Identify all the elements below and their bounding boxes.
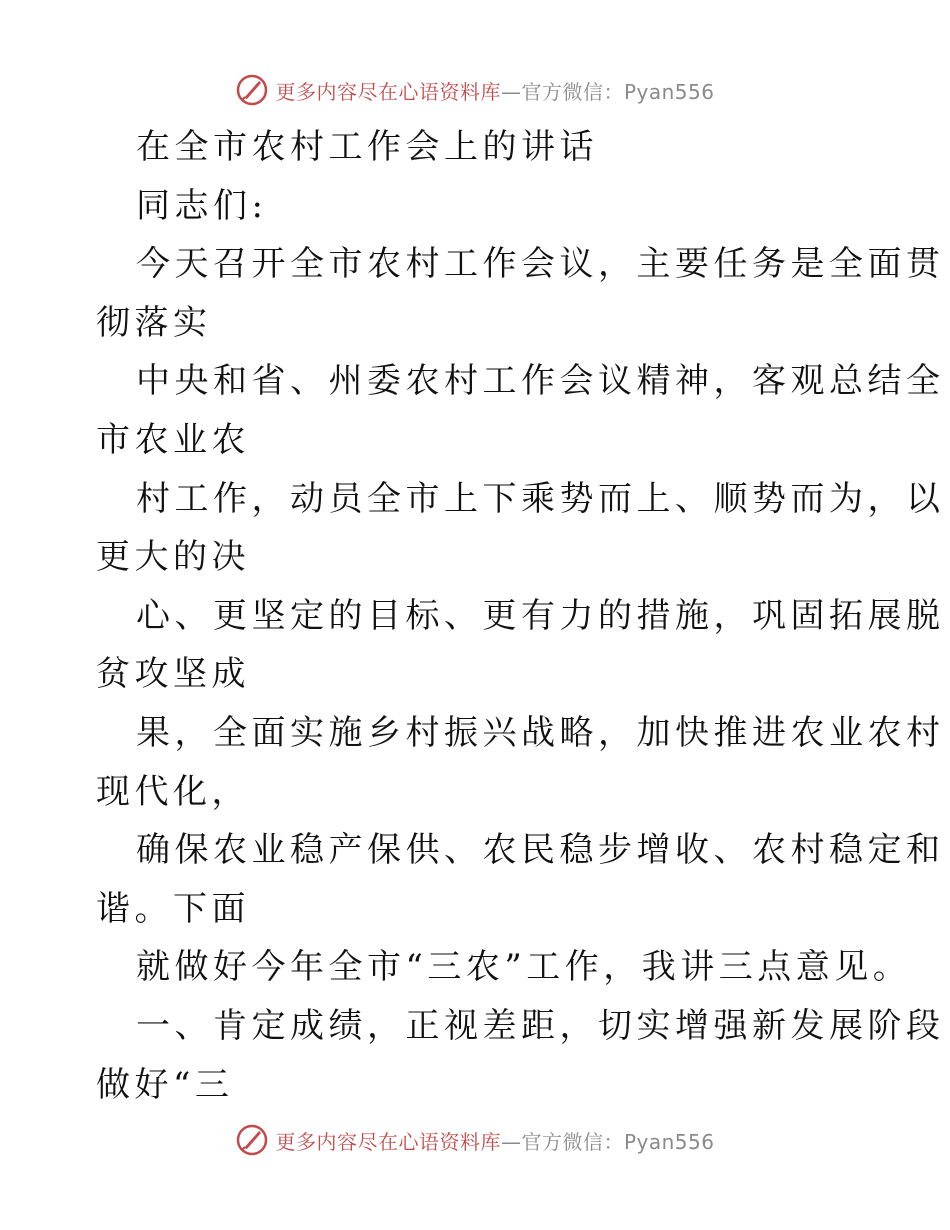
paragraph-line: 就做好今年全市“三农”工作，我讲三点意见。 (136, 947, 912, 988)
quill-pen-logo-icon (235, 73, 269, 107)
document-body (96, 118, 945, 1114)
watermark-separator: — (500, 79, 522, 104)
document-title: 在全市农村工作会上的讲话 (136, 127, 598, 167)
paragraph-line: 更大的决 (96, 537, 250, 578)
paragraph-line: 市农业农 (96, 419, 250, 460)
watermark-side-text: 官方微信：Pyan556 (521, 79, 715, 104)
paragraph-line: 谐。下面 (96, 888, 250, 929)
paragraph-line: 贫攻坚成 (96, 654, 250, 695)
watermark-separator: — (500, 1129, 522, 1154)
quill-pen-logo-icon (235, 1123, 269, 1157)
paragraph-line: 果，全面实施乡村振兴战略，加快推进农业农村 (136, 712, 945, 753)
section-heading-line: 做好“三 (96, 1064, 234, 1105)
salutation: 同志们: (136, 185, 268, 226)
paragraph-line: 彻落实 (96, 302, 212, 343)
watermark-side-text: 官方微信：Pyan556 (521, 1129, 715, 1154)
paragraph-line: 今天召开全市农村工作会议，主要任务是全面贯 (136, 244, 945, 285)
header-watermark (0, 70, 950, 110)
watermark-main-text: 更多内容尽在心语资料库 (275, 79, 501, 104)
paragraph-line: 中央和省、州委农村工作会议精神，客观总结全 (136, 361, 945, 402)
section-heading-line: 一、肯定成绩，正视差距，切实增强新发展阶段 (136, 1005, 945, 1046)
paragraph-line: 心、更坚定的目标、更有力的措施，巩固拓展脱 (136, 595, 945, 636)
watermark-main-text: 更多内容尽在心语资料库 (275, 1129, 501, 1154)
paragraph-line: 村工作，动员全市上下乘势而上、顺势而为，以 (136, 478, 945, 519)
footer-watermark (0, 1120, 950, 1160)
paragraph-line: 现代化， (96, 771, 250, 812)
paragraph-line: 确保农业稳产保供、农民稳步增收、农村稳定和 (136, 830, 945, 871)
